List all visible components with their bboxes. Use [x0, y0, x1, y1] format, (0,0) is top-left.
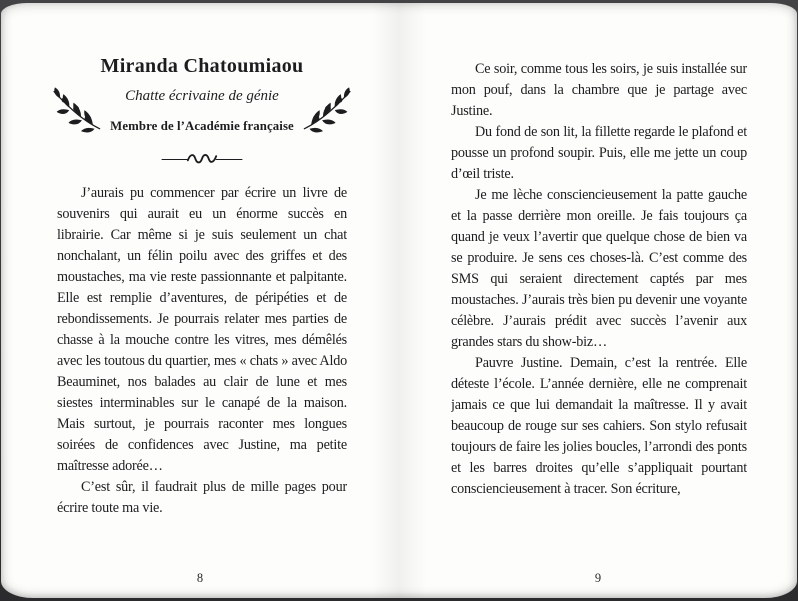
paragraph: J’aurais pu commencer par écrire un livre de souvenirs qui aurait eu un énorme succès en librairie. Car même si je suis seulement un chat nonchalant, un félin poilu avec des griffes et des moustaches, ma vie reste passionnante et palpitante. Elle est remplie d’aventures, de péripéties et de rebondissements. Je pourrais relater mes parties de chasse à la mouche contre les vitres, mes démêlés avec les toutous du quartier, mes « chats » avec Aldo Beauminet, nos balades au clair de lune et mes siestes interminables sur le canapé de la maison. Mais surtout, je pourrais raconter mes longues soirées de confidences avec Justine, ma petite maîtresse adorée… [57, 185, 347, 474]
chapter-title: Miranda Chatoumiaou [100, 55, 304, 77]
section-divider-ornament-icon [57, 152, 347, 167]
page-left [1, 3, 399, 598]
open-book-spread [1, 3, 797, 598]
paragraph: C’est sûr, il faudrait plus de mille pages pour écrire toute ma vie. [57, 479, 347, 516]
page-text-right [451, 59, 747, 500]
page-number-left: 8 [196, 571, 204, 585]
paragraph: Du fond de son lit, la fillette regarde le plafond et pousse un profond soupir. Puis, elle me jette un coup d’œil triste. [451, 124, 747, 182]
olive-branch-right-icon [301, 86, 355, 136]
page-right [399, 3, 797, 598]
paragraph: Je me lèche consciencieusement la patte gauche et la passe derrière mon oreille. Je fais toujours ça quand je veux l’avertir que quelque chose de bien va se produire. Je sens ces choses-là. C’est comme des SMS qui seraient directement captés par mes moustaches. J’aurais très bien pu devenir une voyante célèbre. J’aurais prédit avec succès l’avenir aux grandes stars du show-biz… [451, 187, 747, 350]
chapter-ornament-row [49, 86, 355, 136]
chapter-subheader [103, 88, 301, 134]
olive-branch-left-icon [49, 86, 103, 136]
chapter-subtitle: Chatte écrivaine de génie [125, 88, 279, 104]
page-text-left [57, 183, 347, 519]
chapter-header [57, 55, 347, 183]
paragraph: Pauvre Justine. Demain, c’est la rentrée. Elle déteste l’école. L’année dernière, elle ne comprenait jamais ce que lui demandait la maîtresse. Il y avait beaucoup de rouge sur ses cahiers. Son stylo refusait toujours de faire les jolies boucles, l’arrondi des ponts et les barres droites qu’elle s’appliquait pourtant consciencieusement à tracer. Son écriture, [451, 355, 747, 497]
page-number-right: 9 [594, 571, 602, 585]
chapter-affiliation: Membre de l’Académie française [110, 119, 294, 133]
paragraph: Ce soir, comme tous les soirs, je suis installée sur mon pouf, dans la chambre que je partage avec Justine. [451, 61, 747, 119]
